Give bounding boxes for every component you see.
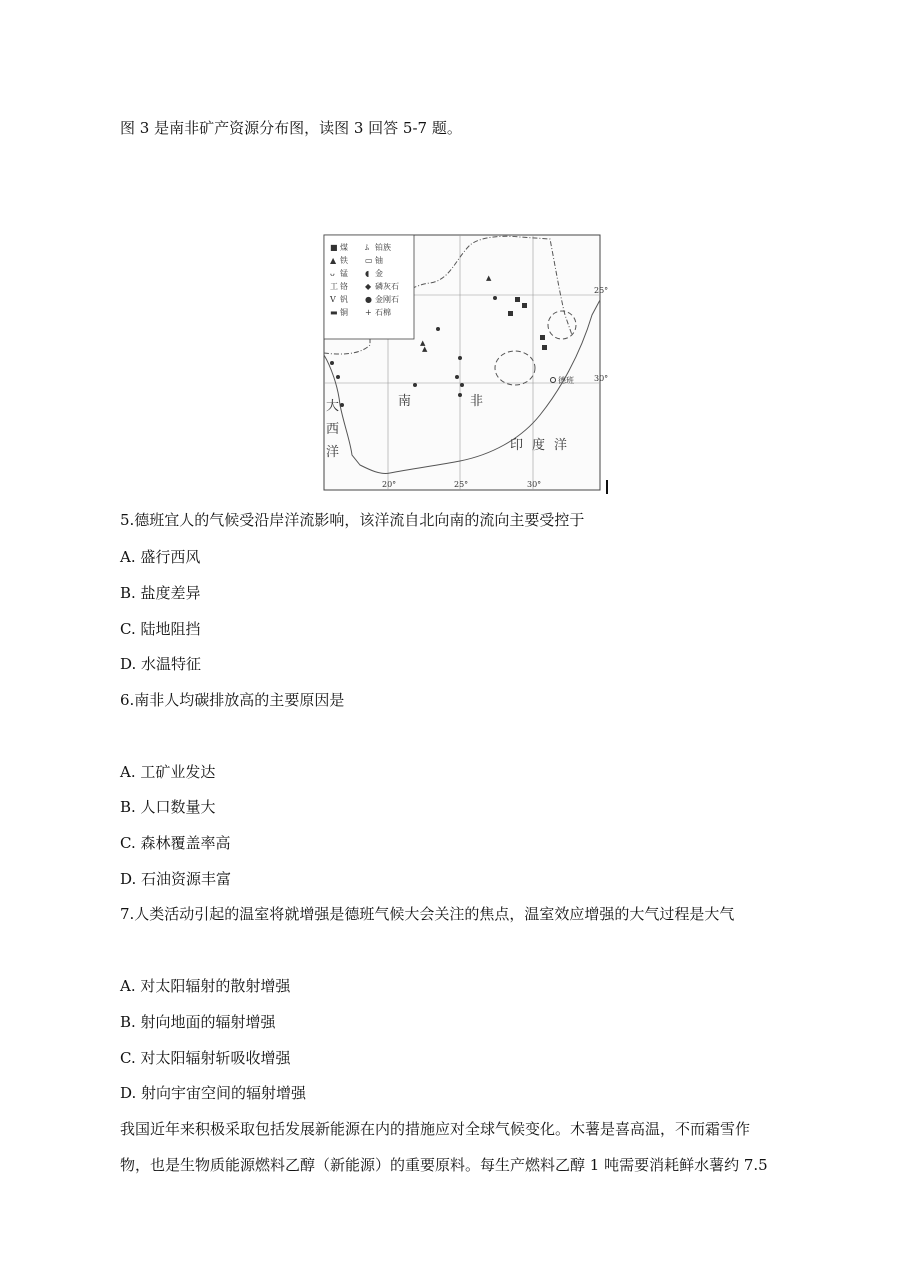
svg-text:■: ■ (330, 243, 338, 252)
legend-apatite: 磷灰石 (375, 282, 399, 291)
question-6-option-a: A. 工矿业发达 (120, 763, 216, 781)
atlantic-label-2: 西 (326, 422, 340, 437)
svg-text:ᴗ: ᴗ (330, 269, 335, 278)
legend-copper: 铜 (340, 308, 348, 317)
svg-text:▲: ▲ (420, 339, 426, 347)
svg-text:ﾑ: ﾑ (365, 243, 369, 252)
intro-text: 图 3 是南非矿产资源分布图，读图 3 回答 5-7 题。 (120, 119, 462, 137)
atlantic-label-1: 大 (326, 399, 340, 414)
legend-uranium: 铀 (375, 256, 383, 265)
svg-text:◆: ◆ (365, 282, 372, 291)
question-6-option-d: D. 石油资源丰富 (120, 870, 232, 888)
svg-text:工: 工 (330, 282, 338, 291)
legend-manganese: 锰 (340, 269, 348, 278)
legend-coal: 煤 (340, 243, 348, 252)
svg-text:V: V (330, 295, 336, 304)
question-5-option-d: D. 水温特征 (120, 655, 202, 673)
svg-text:◖: ◖ (365, 269, 370, 278)
indian-label-3: 洋 (554, 438, 568, 453)
question-6-option-b: B. 人口数量大 (120, 798, 216, 816)
legend-vanadium: 钒 (340, 295, 348, 304)
south-africa-mineral-map (310, 225, 610, 497)
atlantic-label-3: 洋 (326, 445, 340, 460)
svg-text:▲: ▲ (422, 345, 428, 353)
svg-text:▭: ▭ (365, 256, 373, 265)
country-label-2: 非 (470, 394, 484, 409)
legend-diamond: 金刚石 (375, 295, 399, 304)
question-7-option-d: D. 射向宇宙空间的辐射增强 (120, 1084, 307, 1102)
passage-line-1: 我国近年来积极采取包括发展新能源在内的措施应对全球气候变化。木薯是喜高温，不而霜雪作 (120, 1120, 751, 1138)
question-7-option-a: A. 对太阳辐射的散射增强 (120, 977, 291, 995)
lon-tick: 20° (382, 480, 397, 489)
lat-tick: 25° (594, 286, 609, 295)
legend-chromium: 铬 (340, 282, 348, 291)
question-5-option-b: B. 盐度差异 (120, 584, 201, 602)
indian-label-2: 度 (532, 438, 546, 453)
question-5-option-a: A. 盛行西风 (120, 548, 201, 566)
svg-text:●: ● (365, 295, 372, 304)
question-7-stem: 7.人类活动引起的温室将就增强是德班气候大会关注的焦点，温室效应增强的大气过程是大气 (120, 905, 735, 923)
svg-text:▲: ▲ (486, 274, 492, 282)
lon-tick: 30° (527, 480, 542, 489)
lat-tick: 30° (594, 374, 609, 383)
svg-text:▬: ▬ (330, 308, 338, 317)
country-label-1: 南 (398, 394, 412, 409)
indian-label-1: 印 (510, 438, 524, 453)
question-5-option-c: C. 陆地阻挡 (120, 620, 201, 638)
legend-gold: 金 (375, 269, 383, 278)
legend-platinum: 铂族 (375, 243, 391, 252)
city-durban-label: 德班 (558, 376, 574, 385)
question-7-option-b: B. 射向地面的辐射增强 (120, 1013, 276, 1031)
legend-iron: 铁 (340, 256, 348, 265)
legend-asbestos: 石棉 (375, 308, 391, 317)
lon-tick: 25° (454, 480, 469, 489)
question-7-option-c: C. 对太阳辐射斩吸收增强 (120, 1049, 291, 1067)
question-6-option-c: C. 森林覆盖率高 (120, 834, 231, 852)
question-6-stem: 6.南非人均碳排放高的主要原因是 (120, 691, 345, 709)
svg-text:▲: ▲ (330, 256, 337, 265)
svg-text:+: + (365, 308, 372, 317)
question-5-stem: 5.德班宜人的气候受沿岸洋流影响，该洋流自北向南的流向主要受控于 (120, 511, 585, 529)
passage-line-2: 物，也是生物质能源燃料乙醇（新能源）的重要原料。每生产燃料乙醇 1 吨需要消耗鲜水薯约 7.5 (120, 1156, 768, 1174)
